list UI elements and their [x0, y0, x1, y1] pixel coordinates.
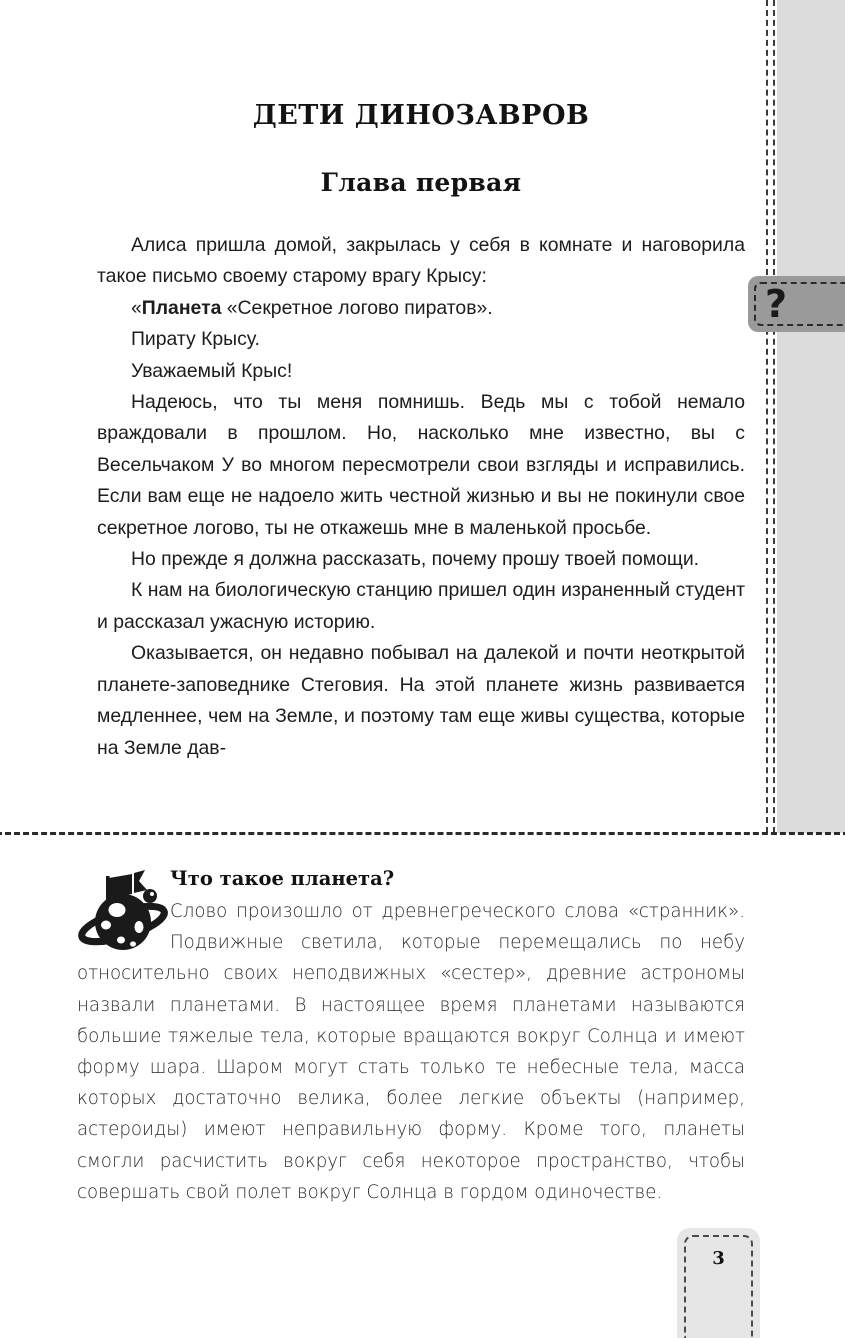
footnote-heading: Что такое планета? [170, 867, 395, 890]
footnote-text [77, 892, 745, 1208]
body-prose [97, 230, 745, 764]
letter-header-rest: «Секретное логово пиратов». [221, 296, 493, 319]
paragraph-2-letter-header [97, 293, 745, 324]
page-text-column [97, 0, 745, 764]
chapter-title: Глава первая [320, 168, 522, 197]
question-mark-icon: ? [765, 282, 788, 326]
planet-with-flag-icon [77, 864, 169, 956]
vertical-dashed-rule-inner [773, 0, 775, 833]
paragraph-3: Пирату Крысу. [131, 328, 260, 351]
footnote-block [77, 862, 745, 1208]
right-side-panel [777, 0, 845, 833]
paragraph-5: Надеюсь, что ты меня помнишь. Ведь мы с тобой немало враждовали в прошлом. Но, насколько мне известно, вы с Весельчаком У во многом пересмотрели свои взгляды и исправились. Если вам еще не надоело жить честной жизнью и вы не покинули свое секретное логово, ты не откажешь мне в маленькой просьбе. [97, 391, 745, 539]
horizontal-dashed-divider [0, 832, 845, 835]
paragraph-4: Уважаемый Крыс! [131, 359, 293, 382]
paragraph-1: Алиса пришла домой, закрылась у себя в комнате и наговорила такое письмо своему старому врагу Крысу: [97, 234, 745, 288]
page-number: 3 [712, 1248, 725, 1269]
paragraph-6: Но прежде я должна рассказать, почему прошу твоей помощи. [131, 548, 700, 571]
planet-word-bold: Планета [141, 296, 222, 319]
vertical-dashed-rule-outer [766, 0, 768, 833]
footnote-text-content: Слово произошло от древнегреческого слова «странник». Подвижные светила, которые перемещались по небу относительно своих неподвижных «сестер», древние астрономы назвали планетами. В настоящее время планетами называются большие тяжелые тела, которые вращаются вокруг Солнца и имеют форму шара. Шаром могут стать только те небесные тела, масса которых достаточно велика, более легкие объекты (например, астероиды) имеют неправильную форму. Кроме того, планеты смогли расчистить вокруг себя некоторое пространство, чтобы совершать свой полет вокруг Солнца в гордом одиночестве. [77, 901, 745, 1203]
page-number-tab [677, 1228, 760, 1338]
page-title: ДЕТИ ДИНОЗАВРОВ [252, 100, 590, 131]
quote-open: « [131, 296, 142, 319]
paragraph-7: К нам на биологическую станцию пришел один израненный студент и рассказал ужасную историю. [97, 579, 745, 633]
question-mark-tab[interactable] [748, 276, 845, 332]
paragraph-8: Оказывается, он недавно побывал на далекой и почти неоткрытой планете-заповеднике Стеговия. На этой планете жизнь развивается медленнее, чем на Земле, и поэтому там еще живы существа, которые на Земле дав- [97, 642, 745, 759]
